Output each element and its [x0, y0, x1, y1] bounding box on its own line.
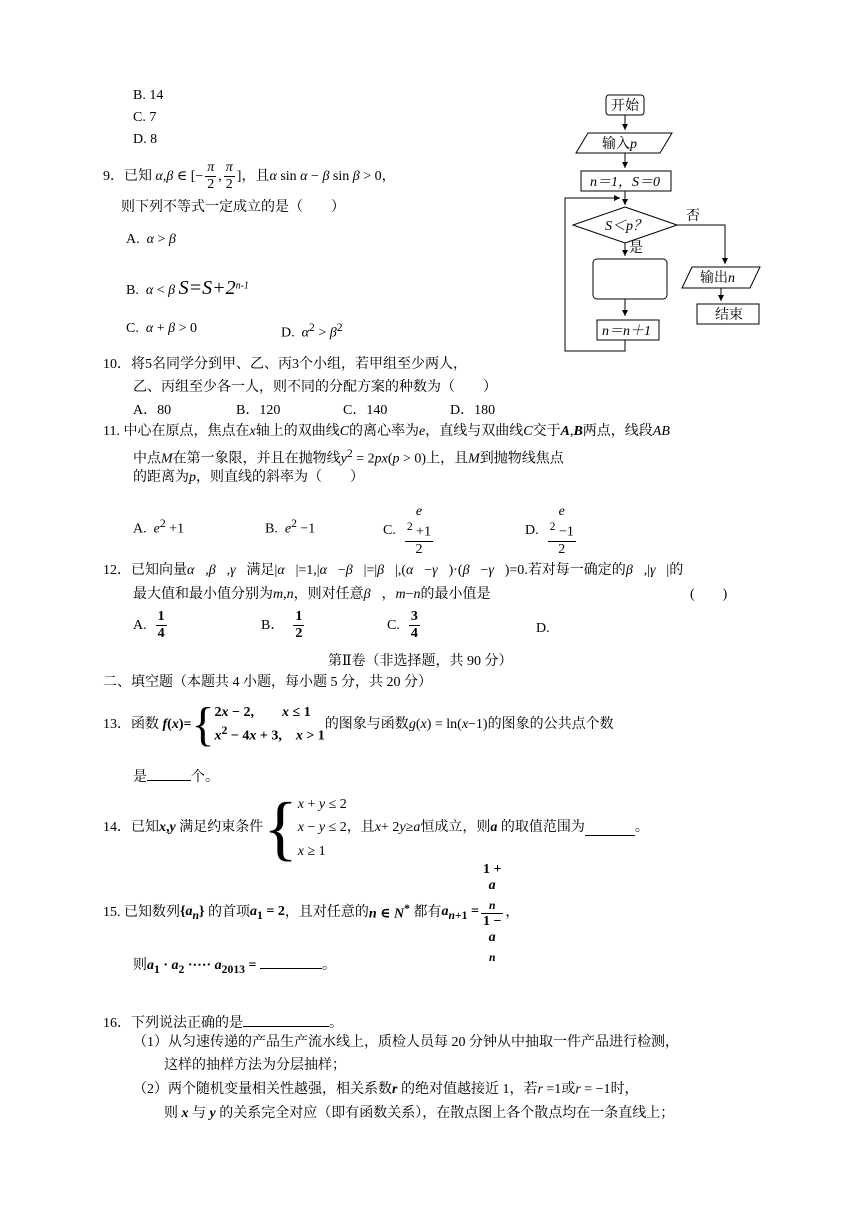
flowchart-increment-label: n＝n＋1 — [602, 324, 651, 339]
q14-constraints: x + y ≤ 2 x − y ≤ 2 x ≥ 1 — [297, 797, 347, 859]
q12-option-a: A. $\frac{1}{4}$ — [133, 609, 165, 642]
q15-line1: 15. 已知数列 $\{a_n\}$ 的首项 $a_1 = 2$ ，且对任意的 n ∈ N* 都有 $a_{n+1}$ = 1 + a $_n$ 1 − a $_n$ ， — [103, 862, 520, 964]
q9-option-a: A. α > β — [126, 232, 176, 247]
q12-line1: 12．已知向量α⃗,β⃗,γ⃗满足|α⃗|=1,|α⃗−β⃗|=|β⃗|,(α⃗−γ⃗)·(β⃗−γ⃗)=0.若对每一确定的β⃗,|γ⃗|的 — [103, 563, 684, 578]
q12-option-b: B． $\frac{1}{2}$ — [261, 609, 303, 642]
flowchart-yes-label: 是 — [629, 241, 643, 256]
flowchart-condition-label: S＜p？ — [605, 219, 647, 234]
q8-option-b: B. 14 — [133, 88, 164, 103]
flowchart-input-label: 输入 — [602, 137, 630, 152]
q11-line2: 中点M在第一象限，并且在抛物线$y^2 = 2px(p > 0)$上，且M到抛物线焦点 — [133, 447, 564, 467]
q12-option-d: D. — [536, 621, 550, 636]
q16-statement-1a: （1）从匀速传递的产品生产流水线上，质检人员每 20 分钟从中抽取一件产品进行检测， — [133, 1035, 679, 1050]
flowchart-no-label: 否 — [686, 209, 700, 224]
q9-question: 9．已知 α,β ∈ [− $\frac{\pi}{2}$ , $\frac{\pi}{2}$ ]，且α sin α − β sin β > 0， — [103, 160, 396, 193]
q12-line2: 最大值和最小值分别为m,n，则对任意β⃗，m−n的最小值是 — [133, 587, 491, 602]
q11-option-d: D. e $^2$ −1 2 — [525, 504, 574, 557]
q11-option-b: B. $e^2 -1$ — [265, 517, 316, 537]
q13-piecewise: 2x − 2, x ≤ 1 $x^2 - 4x + 3$, x > 1 — [214, 704, 325, 744]
q10-option-d: D．180 — [450, 403, 496, 418]
q15-answer-blank[interactable] — [260, 954, 322, 969]
flowchart-start-label: 开始 — [611, 99, 639, 114]
q16-statement-1b: 这样的抽样方法为分层抽样； — [164, 1058, 346, 1073]
q13-answer-blank[interactable] — [147, 766, 191, 781]
q16-answer-blank[interactable] — [243, 1012, 329, 1027]
q12-option-c: C. $\frac{3}{4}$ — [387, 609, 418, 642]
flowchart — [560, 88, 770, 358]
q11-line1: 11. 中心在原点，焦点在x轴上的双曲线C的离心率为e，直线与双曲线C交于A,B两点，线段AB — [103, 424, 670, 439]
q13-line2: 是 个。 — [133, 766, 219, 787]
q8-option-c: C. 7 — [133, 110, 157, 125]
section2-title: 二、填空题（本题共 4 小题，每小题 5 分，共 20 分） — [103, 675, 432, 690]
flowchart-init-label: n＝1，S＝0 — [590, 175, 660, 190]
q10-option-c: C．140 — [343, 403, 388, 418]
q9-option-d: D. $\alpha^2 > \beta^2$ — [281, 321, 343, 341]
q14-line: 14．已知 x , y 满足约束条件 { x + y ≤ 2 x − y ≤ 2 x ≥ 1 ，且 x + 2 y ≥ a 恒成立，则 a 的取值范围为 。 — [103, 788, 649, 868]
q11-option-c: C. e $^2$ +1 2 — [383, 504, 432, 557]
part2-title: 第Ⅱ卷（非选择题，共 90 分） — [328, 654, 513, 669]
q9-option-b: B. α < β $S=S+2^{n-1}$ — [126, 277, 249, 299]
q9-option-c: C. α + β > 0 — [126, 321, 197, 336]
flowchart-output-var: n — [728, 271, 735, 286]
q9-prompt: 则下列不等式一定成立的是（ ） — [121, 200, 345, 215]
q14-answer-blank[interactable] — [585, 821, 635, 836]
q16-statement-2a: （2）两个随机变量相关性越强，相关系数r 的绝对值越接近 1，若r =1或r = −1时， — [133, 1082, 639, 1097]
q10-option-b: B．120 — [236, 403, 281, 418]
flowchart-process-box — [593, 259, 667, 299]
q10-option-a: A．80 — [133, 403, 172, 418]
q11-line3: 的距离为p，则直线的斜率为（ ） — [133, 470, 364, 485]
q8-option-d: D. 8 — [133, 132, 158, 147]
q13-line1: 13．函数 f (x)= { 2x − 2, x ≤ 1 $x^2 - 4x + 3$, x > 1 的图象与函数 g ( x ) = ln( x −1) 的图象的公共点个数 — [103, 698, 614, 751]
flowchart-output-label: 输出 — [700, 271, 728, 286]
q12-paren: ( ) — [690, 587, 728, 602]
q16-line1: 16．下列说法正确的是 。 — [103, 1012, 343, 1033]
q10-line1: 10．将5名同学分到甲、乙、丙3个小组，若甲组至少两人， — [103, 357, 467, 372]
q15-line2: 则$a_1 \cdot a_2$ ·⋯· $a_{2013}$ = 。 — [133, 954, 336, 977]
q16-statement-2b: 则 x 与 y 的关系完全对应（即有函数关系），在散点图上各个散点均在一条直线上； — [164, 1106, 675, 1121]
q10-line2: 乙、丙组至少各一人，则不同的分配方案的种数为（ ） — [133, 380, 497, 395]
svg-text:输入p — [602, 136, 637, 152]
svg-text:输出n — [700, 270, 735, 286]
flowchart-end-label: 结束 — [715, 308, 743, 323]
q11-option-a: A. $e^2 +1$ — [133, 517, 185, 537]
flowchart-input-var: p — [630, 137, 637, 152]
